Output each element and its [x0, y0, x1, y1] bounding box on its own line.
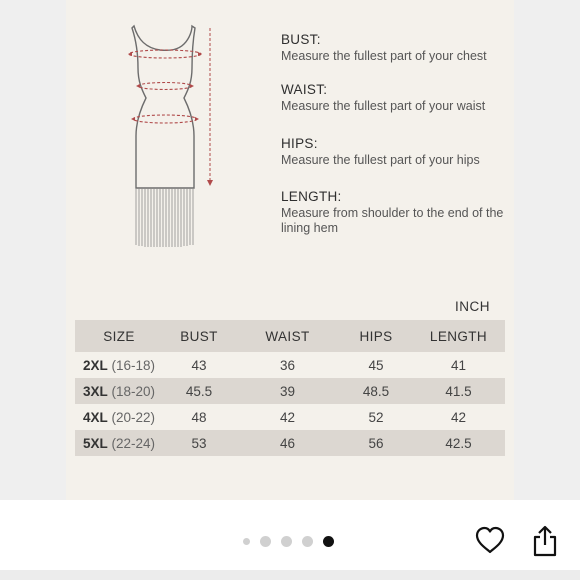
length-cell: 41.5 — [412, 378, 505, 404]
carousel-dot[interactable] — [281, 536, 292, 547]
waist-cell: 42 — [279, 409, 296, 425]
bust-cell: 45.5 — [163, 378, 235, 404]
table-row — [75, 352, 505, 378]
measure-waist — [281, 82, 511, 114]
share-icon — [532, 525, 558, 557]
measure-hips-desc: Measure the fullest part of your hips — [281, 153, 480, 167]
size-range: (18-20) — [111, 383, 156, 399]
size-code: 4XL — [83, 409, 108, 425]
size-cell — [75, 404, 163, 430]
header-length: LENGTH — [412, 320, 505, 352]
hips-cell: 52 — [368, 409, 384, 425]
size-code: 3XL — [83, 383, 108, 399]
carousel-dot-active[interactable] — [323, 536, 334, 547]
hips-cell: 45 — [368, 357, 384, 373]
bust-cell: 48 — [191, 409, 207, 425]
measure-bust-label: BUST: — [281, 32, 321, 47]
hips-cell: 48.5 — [340, 378, 412, 404]
carousel-dot[interactable] — [302, 536, 313, 547]
share-button[interactable] — [530, 524, 560, 558]
waist-cell: 46 — [235, 430, 340, 456]
carousel-dot[interactable] — [260, 536, 271, 547]
measure-waist-desc: Measure the fullest part of your waist — [281, 99, 486, 113]
measure-hips — [281, 136, 511, 168]
unit-label: INCH — [455, 299, 490, 314]
size-cell — [75, 430, 163, 456]
measure-bust-desc: Measure the fullest part of your chest — [281, 49, 487, 63]
header-hips: HIPS — [340, 320, 412, 352]
table-row — [75, 378, 505, 404]
size-table — [75, 320, 505, 456]
carousel-dot[interactable] — [243, 538, 250, 545]
size-range: (20-22) — [111, 409, 156, 425]
measure-hips-label: HIPS: — [281, 136, 318, 151]
bust-cell: 53 — [163, 430, 235, 456]
measure-length-label: LENGTH: — [281, 189, 342, 204]
size-cell — [75, 378, 163, 404]
length-cell: 42 — [450, 409, 467, 425]
heart-icon — [475, 526, 505, 554]
length-cell: 42.5 — [412, 430, 505, 456]
header-bust: BUST — [163, 320, 235, 352]
table-row — [75, 404, 505, 430]
measure-length — [281, 189, 511, 236]
carousel-dots — [243, 536, 334, 547]
size-code: 2XL — [83, 357, 108, 373]
favorite-button[interactable] — [474, 524, 506, 556]
size-cell — [75, 352, 163, 378]
measure-bust — [281, 32, 511, 64]
header-size: SIZE — [75, 320, 163, 352]
bottom-strip — [0, 570, 580, 580]
header-waist: WAIST — [235, 320, 340, 352]
table-row — [75, 430, 505, 456]
table-header-row — [75, 320, 505, 352]
size-range: (22-24) — [111, 435, 156, 451]
size-range: (16-18) — [111, 357, 156, 373]
size-code: 5XL — [83, 435, 108, 451]
measure-waist-label: WAIST: — [281, 82, 328, 97]
waist-cell: 39 — [235, 378, 340, 404]
bust-cell: 43 — [191, 357, 207, 373]
length-cell: 41 — [450, 357, 467, 373]
dress-diagram-icon — [120, 20, 220, 252]
measure-length-desc: Measure from shoulder to the end of the lining hem — [281, 206, 504, 235]
waist-cell: 36 — [279, 357, 296, 373]
hips-cell: 56 — [340, 430, 412, 456]
